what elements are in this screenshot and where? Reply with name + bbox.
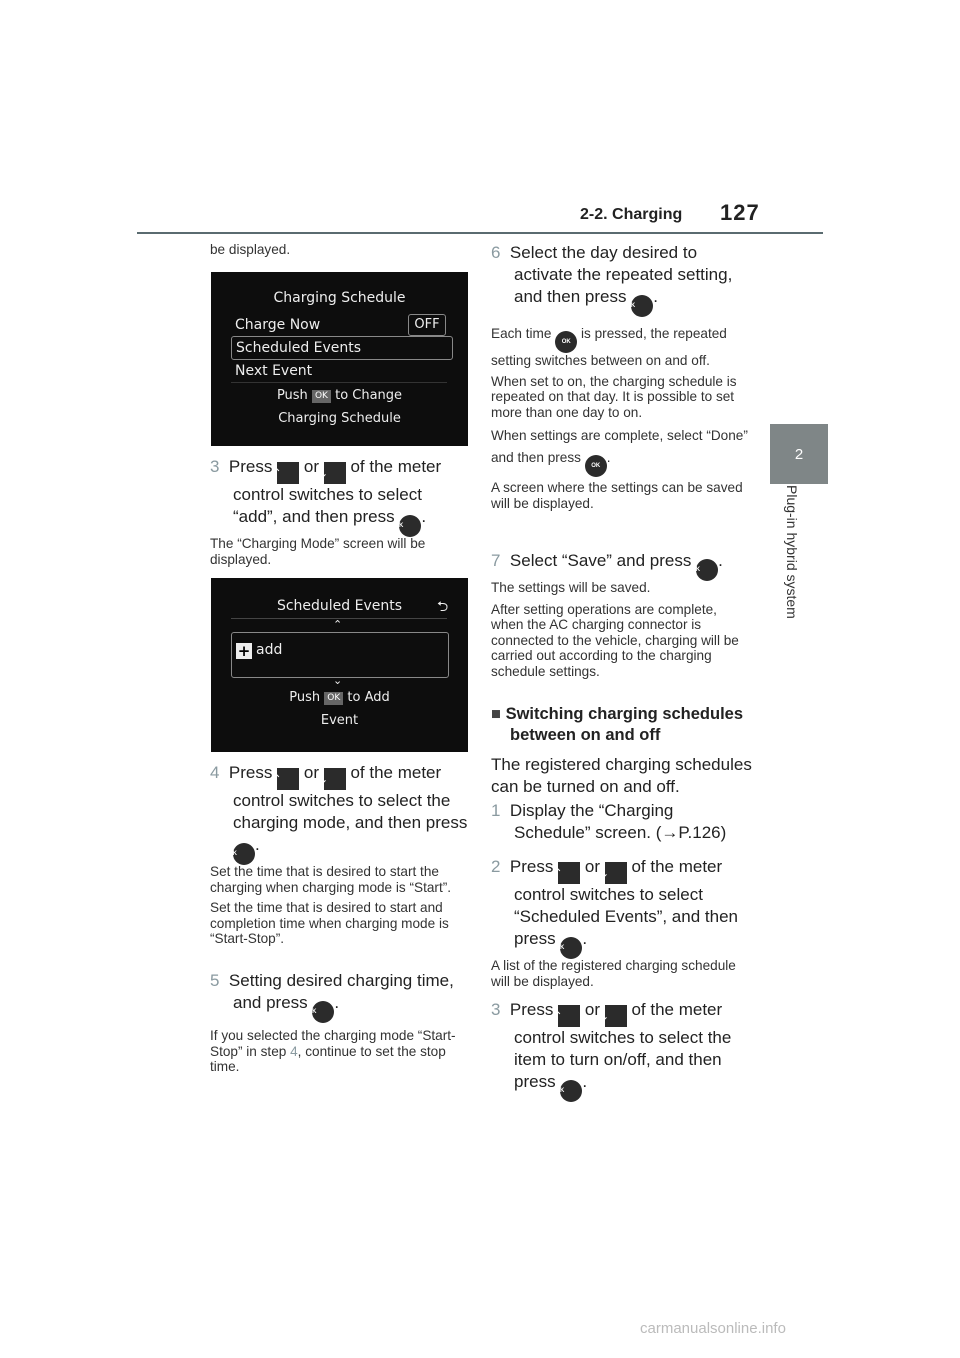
screen-title: Charging Schedule bbox=[273, 290, 406, 306]
step-4 bbox=[210, 762, 468, 865]
note-text: If you selected the charging mode “Start-Stop” in step bbox=[210, 1028, 456, 1059]
step-text: . bbox=[582, 929, 588, 948]
intro-text: be displayed. bbox=[210, 242, 291, 257]
step-number: 3 bbox=[210, 457, 220, 476]
step-5 bbox=[210, 970, 468, 1023]
note-5 bbox=[210, 1028, 468, 1075]
hint-text: Push bbox=[289, 690, 321, 705]
step-text: . bbox=[653, 287, 658, 306]
step-number: 1 bbox=[491, 801, 501, 820]
header-rule bbox=[137, 232, 823, 234]
note-text: When settings are complete, select “Done” and then press bbox=[491, 428, 748, 465]
ok-button-icon: OK bbox=[555, 331, 577, 353]
step-text: or bbox=[303, 457, 319, 476]
step-text: . bbox=[421, 507, 427, 526]
ok-button-icon: OK bbox=[233, 843, 255, 865]
note-text: The settings will be saved. bbox=[491, 580, 651, 595]
up-arrow-icon: ⌃ bbox=[277, 462, 299, 484]
down-arrow-icon: ⌄ bbox=[324, 462, 346, 484]
note-r2 bbox=[491, 958, 753, 989]
scroll-up-icon: ⌃ bbox=[333, 618, 343, 631]
charging-schedule-screen bbox=[211, 272, 468, 446]
hint-text: Push bbox=[276, 388, 308, 403]
ok-button-icon: OK bbox=[631, 295, 653, 317]
menu-label: Scheduled Events bbox=[236, 340, 362, 356]
step-text: Select “Save” and press bbox=[509, 551, 692, 570]
note-6 bbox=[491, 326, 753, 511]
menu-scheduled-events bbox=[231, 336, 453, 360]
hint-text: to Change bbox=[335, 388, 403, 403]
hint-line-1 bbox=[211, 690, 468, 705]
step-number: 4 bbox=[210, 763, 220, 782]
step-text: or bbox=[584, 857, 600, 876]
r-step-1 bbox=[491, 800, 753, 844]
ok-button-icon: OK bbox=[560, 1080, 582, 1102]
hint-line-2: Event bbox=[320, 713, 359, 728]
step-text: . bbox=[255, 835, 260, 854]
menu-label: Charge Now bbox=[235, 317, 321, 333]
step-ref: 4 bbox=[290, 1043, 298, 1059]
ok-icon: OK bbox=[312, 390, 331, 403]
note-text: The “Charging Mode” screen will be displayed. bbox=[210, 536, 426, 567]
note-text: When set to on, the charging schedule is repeated on that day. It is possible to set more than one day to on. bbox=[491, 373, 737, 420]
ok-icon: OK bbox=[324, 692, 343, 705]
step-number: 5 bbox=[210, 971, 220, 990]
up-arrow-icon: ⌃ bbox=[558, 1005, 580, 1027]
section-paragraph bbox=[491, 754, 753, 798]
step-text: Press bbox=[228, 763, 273, 782]
off-badge: OFF bbox=[408, 314, 446, 336]
note-text: . bbox=[606, 450, 611, 465]
add-row bbox=[231, 632, 449, 678]
paragraph-text: The registered charging schedules can be turned on and off. bbox=[491, 755, 752, 796]
chapter-number: 2 bbox=[794, 445, 804, 463]
add-label: add bbox=[256, 642, 283, 658]
chapter-tab bbox=[770, 424, 828, 484]
page-number: 127 bbox=[720, 200, 760, 225]
step-6 bbox=[491, 242, 753, 317]
note-text: Set the time that is desired to start and completion time when charging mode is “Start-Stop”. bbox=[210, 900, 449, 946]
chapter-title: Plug-in hybrid system bbox=[784, 485, 800, 619]
note-text: A list of the registered charging schedule will be displayed. bbox=[491, 958, 736, 989]
ok-button-icon: OK bbox=[399, 515, 421, 537]
down-arrow-icon: ⌄ bbox=[605, 862, 627, 884]
down-arrow-icon: ⌄ bbox=[324, 768, 346, 790]
down-arrow-icon: ⌄ bbox=[605, 1005, 627, 1027]
step-number: 3 bbox=[491, 1000, 501, 1019]
step-text: . bbox=[582, 1072, 588, 1091]
step-text: of the meter control switches to select the item to turn on/off, and then press bbox=[514, 1000, 732, 1091]
divider bbox=[231, 382, 447, 383]
step-text: or bbox=[303, 763, 319, 782]
screen-title: Scheduled Events bbox=[276, 598, 403, 614]
up-arrow-icon: ⌃ bbox=[277, 768, 299, 790]
note-text: Set the time that is desired to start the charging when charging mode is “Start”. bbox=[210, 864, 452, 895]
step-text: Press bbox=[228, 457, 273, 476]
hint-line-2: Charging Schedule bbox=[278, 411, 401, 426]
note-text: is pressed, the repeated setting switches between on and off. bbox=[491, 326, 727, 368]
step-text: of the meter control switches to select “Scheduled Events”, and then press bbox=[514, 857, 738, 948]
note-text: A screen where the settings can be saved will be displayed. bbox=[491, 480, 743, 511]
note-7 bbox=[491, 580, 753, 679]
step-text: or bbox=[584, 1000, 600, 1019]
left-column bbox=[210, 242, 472, 258]
step-7 bbox=[491, 550, 753, 581]
scroll-down-icon: ⌄ bbox=[333, 674, 343, 687]
step-3 bbox=[210, 456, 468, 537]
step-text: of the meter control switches to select the charging mode, and then press bbox=[233, 763, 468, 832]
ok-button-icon: OK bbox=[585, 455, 607, 477]
ok-button-icon: OK bbox=[696, 559, 718, 581]
r-step-3 bbox=[491, 999, 753, 1102]
step-text: Press bbox=[509, 857, 554, 876]
heading-text: Switching charging schedules between on and off bbox=[505, 705, 744, 744]
step-text: Press bbox=[509, 1000, 554, 1019]
note-3 bbox=[210, 536, 468, 567]
step-text: Setting desired charging time, and press bbox=[228, 971, 454, 1012]
scheduled-events-screen bbox=[211, 578, 468, 752]
plus-icon: + bbox=[237, 642, 251, 660]
step-number: 2 bbox=[491, 857, 501, 876]
menu-label: Next Event bbox=[235, 363, 313, 379]
note-text: , continue to set the stop time. bbox=[210, 1043, 446, 1074]
ok-button-icon: OK bbox=[560, 937, 582, 959]
step-text: . bbox=[334, 993, 340, 1012]
ok-button-icon: OK bbox=[312, 1001, 334, 1023]
step-number: 6 bbox=[491, 243, 501, 262]
watermark: carmanualsonline.info bbox=[640, 1320, 786, 1337]
r-step-2 bbox=[491, 856, 753, 959]
menu-next-event bbox=[231, 360, 451, 382]
step-text: Display the “Charging Schedule” screen. (→P.126) bbox=[509, 801, 727, 842]
step-number: 7 bbox=[491, 551, 501, 570]
up-arrow-icon: ⌃ bbox=[558, 862, 580, 884]
hint-text: to Add bbox=[347, 690, 390, 705]
back-icon: ⮌ bbox=[437, 599, 449, 615]
note-text: Each time bbox=[491, 326, 552, 341]
step-text: Select the day desired to activate the repeated setting, and then press bbox=[509, 243, 733, 306]
step-text: of the meter control switches to select “add”, and then press bbox=[233, 457, 442, 526]
note-text: After setting operations are complete, when the AC charging connector is connected to the vehicle, charging will be carried out according to the charging schedule settings. bbox=[491, 601, 739, 679]
note-4 bbox=[210, 864, 468, 947]
hint-line-1 bbox=[211, 388, 468, 403]
heading-marker: ■ bbox=[491, 705, 501, 723]
section-heading bbox=[491, 704, 753, 746]
section-title: 2-2. Charging bbox=[580, 206, 683, 223]
step-text: . bbox=[718, 551, 723, 570]
